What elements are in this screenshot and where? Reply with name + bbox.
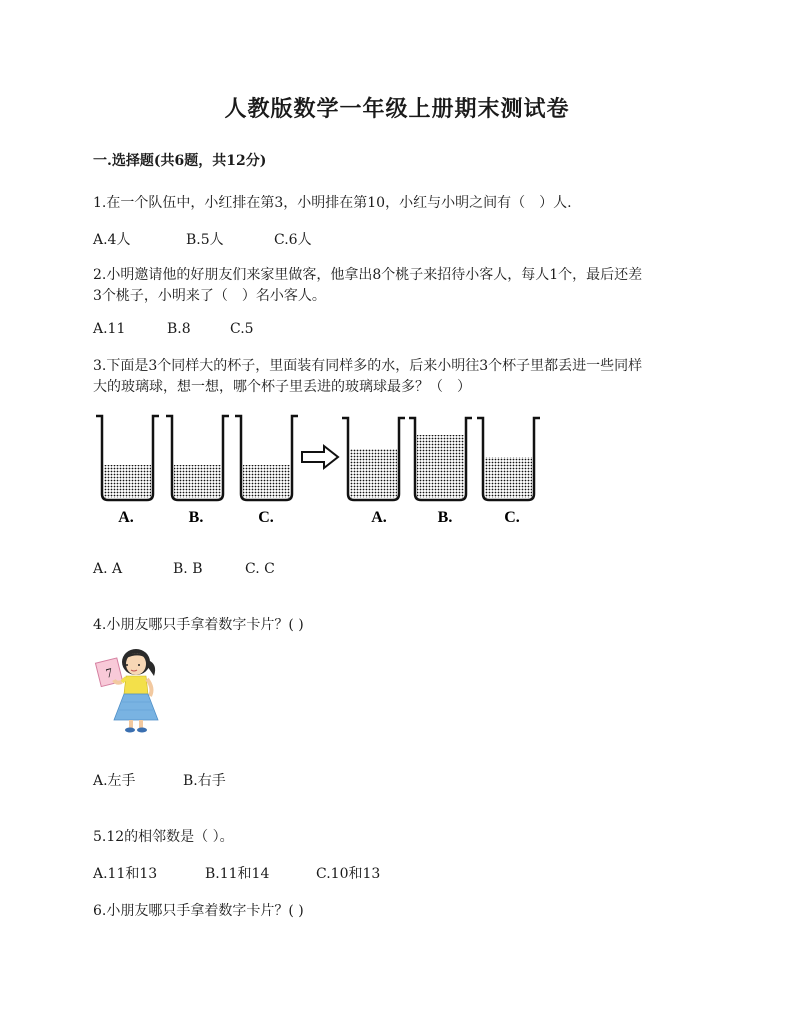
option-a[interactable]: A.左手 — [93, 773, 136, 789]
cup-before-c — [235, 416, 298, 500]
option-a[interactable]: A.11和13 — [93, 866, 158, 882]
question-6: 6.小朋友哪只手拿着数字卡片？( ) — [93, 903, 304, 919]
option-b[interactable]: B.5人 — [186, 232, 224, 248]
svg-text:7: 7 — [104, 664, 115, 681]
option-b[interactable]: B.8 — [167, 321, 191, 337]
question-1: 1.在一个队伍中，小红排在第3，小明排在第10，小红与小明之间有（ ）人. — [93, 195, 572, 211]
cup-label-c: C. — [258, 509, 274, 526]
option-a[interactable]: A.11 — [93, 321, 126, 337]
option-c[interactable]: C.10和13 — [316, 866, 381, 882]
option-a[interactable]: A.4人 — [93, 232, 131, 248]
page-title: 人教版数学一年级上册期末测试卷 — [224, 96, 570, 122]
girl-illustration — [92, 642, 168, 734]
question-1-options — [93, 229, 312, 249]
option-a[interactable]: A. A — [93, 561, 123, 577]
cup-label-a: A. — [118, 509, 134, 526]
question-2-line-1: 2.小明邀请他的好朋友们来家里做客，他拿出8个桃子来招待小客人，每人1个，最后还差 — [93, 267, 643, 283]
option-b[interactable]: B. B — [173, 561, 203, 577]
cups-figure — [92, 410, 547, 528]
option-c[interactable]: C. C — [245, 561, 275, 577]
cup-after-b — [409, 418, 472, 500]
cup-before-a — [96, 416, 159, 500]
cup-label-c-after: C. — [504, 509, 520, 526]
option-c[interactable]: C.5 — [230, 321, 254, 337]
question-2-line-2: 3个桃子，小明来了（ ）名小客人。 — [93, 288, 326, 304]
question-4-options — [93, 770, 226, 790]
cup-after-a — [342, 418, 405, 500]
cup-label-b-after: B. — [437, 509, 453, 526]
question-5-options — [93, 863, 380, 883]
question-4: 4.小朋友哪只手拿着数字卡片？( ) — [93, 617, 304, 633]
cup-label-b: B. — [188, 509, 204, 526]
cup-after-c — [477, 418, 540, 500]
option-b[interactable]: B.11和14 — [205, 866, 270, 882]
question-2-options — [93, 321, 254, 337]
question-3-options — [93, 561, 275, 577]
section-heading: 一.选择题(共6题，共12分) — [93, 153, 267, 169]
option-c[interactable]: C.6人 — [274, 232, 312, 248]
cup-label-a-after: A. — [371, 509, 387, 526]
arrow-icon — [302, 446, 338, 468]
question-3-line-1: 3.下面是3个同样大的杯子，里面装有同样多的水，后来小明往3个杯子里都丢进一些同样 — [93, 358, 643, 374]
option-b[interactable]: B.右手 — [183, 773, 226, 789]
cup-before-b — [166, 416, 229, 500]
question-5: 5.12的相邻数是（ ）。 — [93, 829, 234, 845]
question-3-line-2: 大的玻璃球，想一想，哪个杯子里丢进的玻璃球最多？（ ） — [93, 379, 471, 395]
